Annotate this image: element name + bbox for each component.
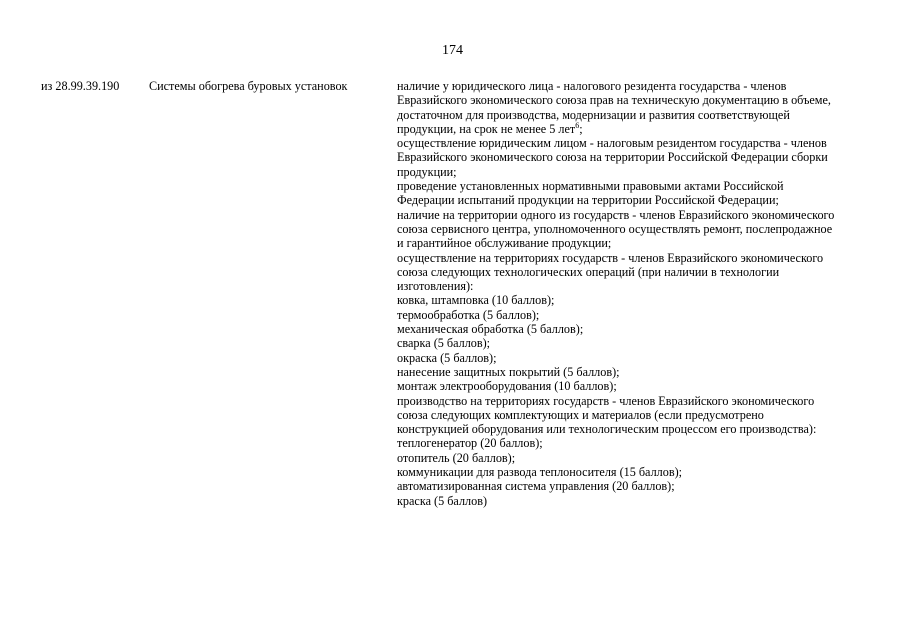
requirement-line: союза сервисного центра, уполномоченного осуществлять ремонт, послепродажное xyxy=(397,221,833,236)
requirement-line: отопитель (20 баллов); xyxy=(397,450,516,465)
requirement-line: монтаж электрооборудования (10 баллов); xyxy=(397,379,617,394)
requirement-line: механическая обработка (5 баллов); xyxy=(397,322,584,337)
requirement-line: коммуникации для развода теплоносителя (15 баллов); xyxy=(397,465,683,480)
requirement-line-text: продукции, на срок не менее 5 лет xyxy=(397,121,576,136)
requirement-line: достаточном для производства, модернизации и развития соответствующей xyxy=(397,107,790,122)
requirement-line-tail: ; xyxy=(579,121,583,136)
requirement-line: краска (5 баллов) xyxy=(397,493,488,508)
requirement-line: проведение установленных нормативными правовыми актами Российской xyxy=(397,179,784,194)
requirement-line: нанесение защитных покрытий (5 баллов); xyxy=(397,364,620,379)
requirement-line-footnoted xyxy=(397,122,872,136)
requirement-line: продукции; xyxy=(397,164,457,179)
requirement-line: Евразийского экономического союза на территории Российской Федерации сборки xyxy=(397,150,828,165)
requirement-line: теплогенератор (20 баллов); xyxy=(397,436,543,451)
requirement-line: наличие на территории одного из государств - членов Евразийского экономического xyxy=(397,207,835,222)
requirement-line: союза следующих комплектующих и материалов (если предусмотрено xyxy=(397,407,764,422)
requirement-line: изготовления): xyxy=(397,279,474,294)
requirement-line: производство на территориях государств - членов Евразийского экономического xyxy=(397,393,815,408)
requirement-line: осуществление юридическим лицом - налоговым резидентом государства - членов xyxy=(397,136,827,151)
requirement-line: термообработка (5 баллов); xyxy=(397,307,540,322)
requirement-line: Евразийского экономического союза прав на техническую документацию в объеме, xyxy=(397,93,831,108)
requirement-line: сварка (5 баллов); xyxy=(397,336,491,351)
page-number: 174 xyxy=(442,43,463,58)
requirement-line: союза следующих технологических операций (при наличии в технологии xyxy=(397,264,780,279)
requirement-line: и гарантийное обслуживание продукции; xyxy=(397,236,612,251)
product-name: Системы обогрева буровых установок xyxy=(149,79,348,93)
requirement-line: осуществление на территориях государств - членов Евразийского экономического xyxy=(397,250,824,265)
requirement-line: конструкцией оборудования или технологическим процессом его производства): xyxy=(397,422,817,437)
product-code: из 28.99.39.190 xyxy=(41,79,120,93)
requirement-line: ковка, штамповка (10 баллов); xyxy=(397,293,555,308)
requirement-line: окраска (5 баллов); xyxy=(397,350,497,365)
requirements-text xyxy=(397,79,872,508)
requirement-line: автоматизированная система управления (20 баллов); xyxy=(397,479,675,494)
requirement-line: наличие у юридического лица - налогового резидента государства - членов xyxy=(397,79,787,93)
footnote-mark: 6 xyxy=(575,120,580,130)
requirement-line: Федерации испытаний продукции на территории Российской Федерации; xyxy=(397,193,779,208)
